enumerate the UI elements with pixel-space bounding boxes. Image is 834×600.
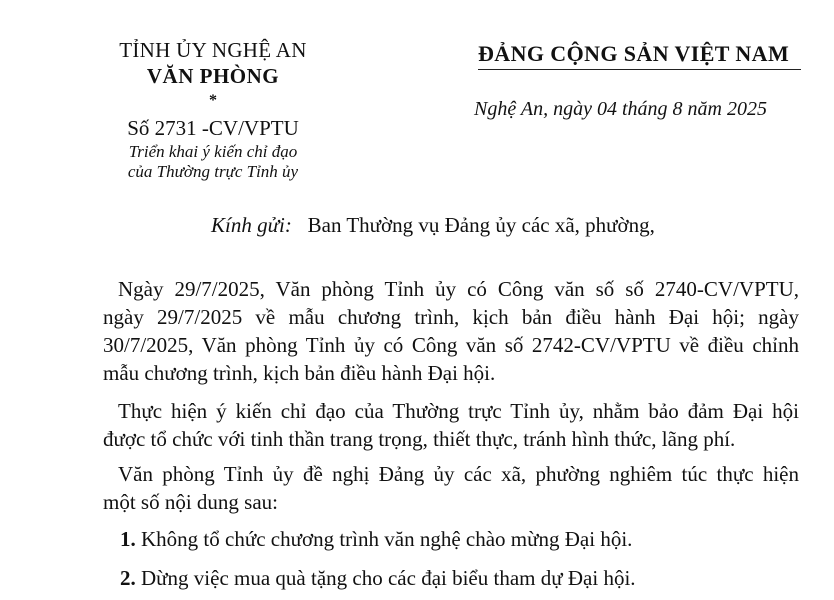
list-item [120,564,636,592]
paragraph-3-line-1: Văn phòng Tỉnh ủy đề nghị Đảng ủy các xã, phường nghiêm túc thực hiện [118,462,799,486]
list-item [120,525,632,553]
list-item-number: 2. [120,566,136,590]
recipient-value: Ban Thường vụ Đảng ủy các xã, phường, [307,213,655,237]
paragraph-1 [103,275,799,387]
paragraph-2-line-1: Thực hiện ý kiến chỉ đạo của Thường trực Tỉnh ủy, nhằm bảo đảm Đại hội [118,399,799,423]
party-title-underline [478,69,801,70]
list-item-text: Dừng việc mua quà tặng cho các đại biểu tham dự Đại hội. [141,566,636,590]
document-subject-line2: của Thường trực Tỉnh ủy [127,162,299,181]
party-title: ĐẢNG CỘNG SẢN VIỆT NAM [478,41,790,66]
paragraph-2 [103,397,799,453]
paragraph-1-line-2: ngày 29/7/2025 về mẫu chương trình, kịch bản điều hành Đại hội; ngày [103,305,799,329]
list-item-text: Không tổ chức chương trình văn nghệ chào mừng Đại hội. [141,527,633,551]
paragraph-3 [103,460,799,516]
paragraph-1-line-3: 30/7/2025, Văn phòng Tỉnh ủy có Công văn số 2742-CV/VPTU về điều chỉnh [103,333,799,357]
recipient-line [211,213,655,238]
issuer-star: * [209,92,217,109]
issuer-office: VĂN PHÒNG [146,64,280,88]
document-subject-line1: Triển khai ý kiến chỉ đạo [128,142,298,161]
paragraph-1-line-1: Ngày 29/7/2025, Văn phòng Tỉnh ủy có Công văn số số 2740-CV/VPTU, [118,277,799,301]
document-date: Nghệ An, ngày 04 tháng 8 năm 2025 [474,98,767,120]
paragraph-1-line-4: mẫu chương trình, kịch bản điều hành Đại hội. [103,361,496,385]
paragraph-3-line-2: một số nội dung sau: [103,490,279,514]
recipient-label: Kính gửi: [211,213,292,237]
issuer-province: TỈNH ỦY NGHỆ AN [119,38,307,62]
paragraph-2-line-2: được tổ chức với tinh thần trang trọng, thiết thực, tránh hình thức, lãng phí. [103,427,736,451]
document-number: Số 2731 -CV/VPTU [127,116,299,140]
list-item-number: 1. [120,527,136,551]
